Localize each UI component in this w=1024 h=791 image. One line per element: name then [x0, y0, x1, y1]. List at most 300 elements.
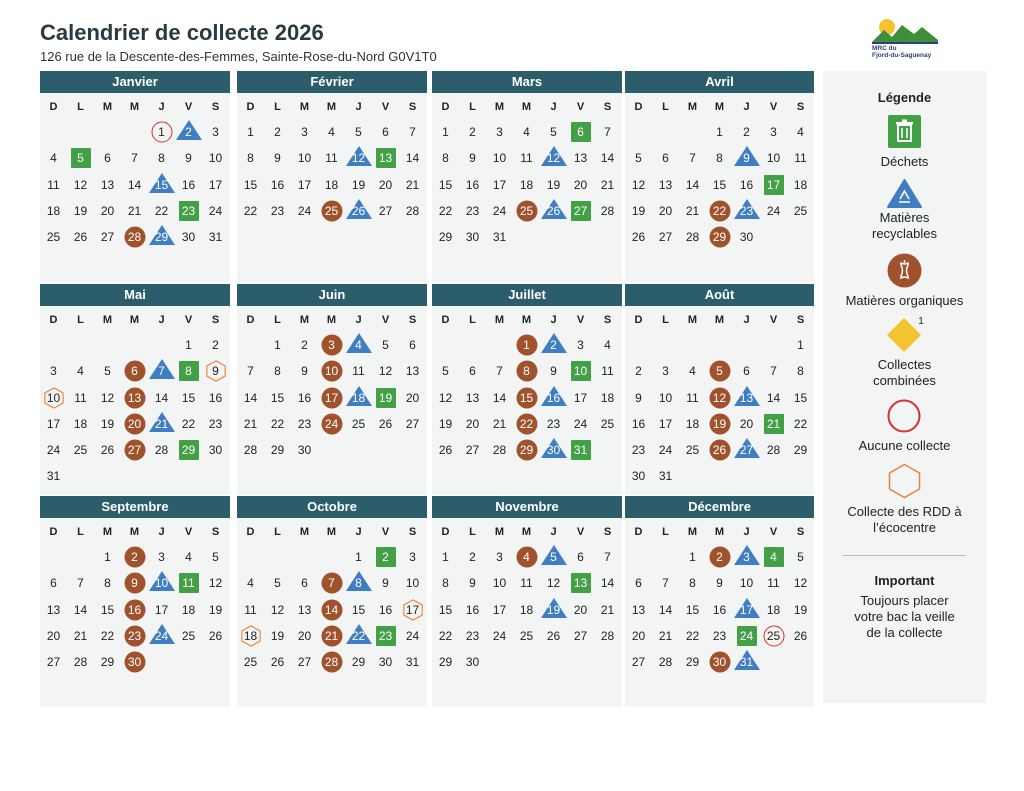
- day-cell: [625, 463, 652, 489]
- day-number: 20: [739, 416, 754, 431]
- day-cell: [706, 437, 733, 463]
- day-cell: [318, 172, 345, 198]
- week-row: [625, 437, 814, 463]
- month-3: [432, 71, 622, 282]
- day-number: 11: [182, 576, 195, 591]
- day-cell: [264, 649, 291, 675]
- empty-day: [540, 649, 567, 675]
- day-cell: [787, 544, 814, 570]
- day-number: 3: [662, 364, 669, 379]
- day-number: 10: [405, 576, 420, 591]
- important-note: [823, 593, 986, 641]
- day-cell: [318, 411, 345, 437]
- no-collection-icon: [887, 399, 921, 433]
- day-number: 15: [519, 390, 534, 405]
- day-cell: [486, 411, 513, 437]
- day-number: 28: [492, 443, 507, 458]
- day-number: 14: [73, 602, 88, 617]
- day-cell: [40, 385, 67, 411]
- day-number: 18: [600, 390, 615, 405]
- day-cell: [760, 119, 787, 145]
- day-number: 18: [243, 628, 258, 643]
- week-row: [432, 649, 622, 675]
- day-cell: [513, 172, 540, 198]
- day-number: 13: [100, 177, 115, 192]
- day-cell: [706, 544, 733, 570]
- day-number: 15: [243, 177, 258, 192]
- day-number: 6: [577, 550, 584, 564]
- day-cell: [291, 437, 318, 463]
- day-number: 6: [409, 338, 416, 352]
- day-cell: [787, 198, 814, 224]
- day-cell: [513, 198, 540, 224]
- day-number: 14: [685, 177, 700, 192]
- day-cell: [787, 172, 814, 198]
- day-number: 21: [600, 602, 615, 617]
- day-cell: [486, 570, 513, 596]
- weekday-label: V: [576, 101, 585, 113]
- day-number: 22: [154, 203, 169, 218]
- day-number: 12: [378, 364, 393, 379]
- day-cell: [540, 198, 567, 224]
- empty-day: [706, 463, 733, 489]
- day-cell: [372, 623, 399, 649]
- day-cell: [733, 544, 760, 570]
- day-cell: [318, 649, 345, 675]
- empty-day: [459, 332, 486, 358]
- empty-day: [237, 544, 264, 570]
- day-number: 25: [46, 230, 61, 245]
- day-number: 17: [154, 602, 169, 617]
- month-title: Juillet: [432, 284, 622, 306]
- month-10: [237, 496, 427, 707]
- day-cell: [787, 623, 814, 649]
- week-row: [40, 145, 230, 171]
- logo-text-line-2: Fjord-du-Saguenay: [872, 52, 932, 59]
- day-cell: [733, 358, 760, 384]
- day-cell: [679, 358, 706, 384]
- day-cell: [237, 597, 264, 623]
- week-row: [237, 649, 427, 675]
- day-cell: [40, 145, 67, 171]
- day-number: 4: [185, 550, 192, 564]
- day-number: 30: [297, 443, 312, 458]
- day-number: 5: [355, 125, 362, 139]
- weekday-label: M: [494, 101, 505, 113]
- day-cell: [67, 411, 94, 437]
- day-number: 29: [519, 443, 534, 458]
- day-number: 8: [523, 364, 530, 379]
- weekday-header: [40, 95, 230, 119]
- day-cell: [652, 411, 679, 437]
- day-number: 3: [496, 550, 503, 564]
- day-cell: [121, 198, 148, 224]
- weekday-label: V: [381, 314, 390, 326]
- weekday-label: S: [408, 526, 417, 538]
- week-row: [237, 597, 427, 623]
- weekday-label: V: [769, 526, 778, 538]
- day-number: 29: [181, 443, 196, 458]
- day-number: 13: [573, 576, 588, 591]
- week-row: [40, 385, 230, 411]
- day-number: 20: [573, 602, 588, 617]
- day-number: 23: [546, 416, 561, 431]
- day-cell: [486, 597, 513, 623]
- day-number: 12: [438, 390, 453, 405]
- day-cell: [202, 623, 229, 649]
- day-cell: [513, 385, 540, 411]
- empty-day: [679, 463, 706, 489]
- day-number: 21: [243, 416, 258, 431]
- legend-combinees-line-2: combinées: [873, 373, 936, 388]
- day-number: 19: [73, 203, 88, 218]
- weekday-label: L: [274, 526, 281, 538]
- day-number: 18: [685, 416, 700, 431]
- day-cell: [567, 385, 594, 411]
- day-number: 4: [247, 576, 254, 591]
- day-number: 26: [712, 443, 727, 458]
- day-cell: [432, 145, 459, 171]
- day-cell: [94, 198, 121, 224]
- day-number: 17: [658, 416, 673, 431]
- day-cell: [345, 358, 372, 384]
- day-number: 23: [297, 416, 312, 431]
- day-cell: [291, 623, 318, 649]
- weekday-label: M: [102, 526, 113, 538]
- day-number: 18: [766, 602, 781, 617]
- day-number: 15: [438, 602, 453, 617]
- logo-text: [872, 45, 931, 59]
- day-number: 6: [104, 151, 111, 166]
- empty-day: [540, 224, 567, 250]
- day-cell: [94, 358, 121, 384]
- day-number: 3: [577, 338, 584, 352]
- day-number: 22: [685, 628, 700, 643]
- day-number: 15: [181, 390, 196, 405]
- day-number: 8: [274, 364, 281, 379]
- day-number: 1: [104, 550, 111, 564]
- day-cell: [121, 597, 148, 623]
- day-number: 19: [270, 628, 285, 643]
- day-cell: [399, 198, 426, 224]
- week-row: [625, 332, 814, 358]
- day-number: 31: [208, 230, 223, 245]
- day-number: 22: [438, 628, 453, 643]
- day-cell: [291, 119, 318, 145]
- day-number: 3: [50, 364, 57, 379]
- day-number: 1: [716, 125, 723, 139]
- day-number: 20: [405, 390, 420, 405]
- day-cell: [318, 119, 345, 145]
- day-number: 27: [465, 443, 480, 458]
- day-cell: [264, 172, 291, 198]
- day-number: 3: [212, 125, 219, 139]
- empty-day: [121, 463, 148, 489]
- day-number: 17: [405, 602, 420, 617]
- day-cell: [318, 385, 345, 411]
- day-number: 27: [100, 230, 115, 245]
- day-cell: [652, 385, 679, 411]
- day-number: 25: [685, 443, 700, 458]
- day-cell: [372, 332, 399, 358]
- week-row: [432, 172, 622, 198]
- weekday-label: V: [184, 526, 193, 538]
- day-number: 3: [409, 550, 416, 564]
- day-number: 31: [492, 230, 507, 245]
- day-cell: [148, 198, 175, 224]
- day-number: 9: [212, 364, 219, 379]
- important-note-line-3: de la collecte: [866, 625, 943, 640]
- day-cell: [94, 411, 121, 437]
- empty-day: [94, 119, 121, 145]
- day-number: 1: [797, 338, 804, 352]
- empty-day: [67, 463, 94, 489]
- day-cell: [625, 358, 652, 384]
- week-row: [625, 411, 814, 437]
- day-cell: [652, 570, 679, 596]
- week-row: [237, 570, 427, 596]
- day-number: 29: [154, 230, 169, 245]
- day-number: 19: [351, 177, 366, 192]
- day-cell: [706, 224, 733, 250]
- day-cell: [652, 463, 679, 489]
- day-cell: [94, 570, 121, 596]
- day-number: 7: [770, 364, 777, 379]
- day-number: 26: [793, 628, 808, 643]
- day-cell: [432, 172, 459, 198]
- day-number: 27: [46, 655, 61, 670]
- day-number: 22: [181, 416, 196, 431]
- day-number: 13: [297, 602, 312, 617]
- weekday-label: S: [796, 314, 805, 326]
- weekday-label: M: [687, 101, 698, 113]
- day-cell: [67, 385, 94, 411]
- weekday-label: V: [381, 101, 390, 113]
- day-number: 22: [438, 203, 453, 218]
- day-number: 12: [100, 390, 115, 405]
- weekday-label: D: [246, 101, 255, 113]
- day-number: 27: [573, 628, 588, 643]
- day-cell: [40, 597, 67, 623]
- day-number: 21: [127, 203, 142, 218]
- day-number: 4: [523, 550, 530, 564]
- empty-day: [787, 224, 814, 250]
- day-cell: [733, 224, 760, 250]
- week-row: [237, 198, 427, 224]
- day-cell: [432, 649, 459, 675]
- day-cell: [372, 597, 399, 623]
- day-cell: [264, 332, 291, 358]
- legend-recyclables: [823, 210, 986, 242]
- day-number: 15: [438, 177, 453, 192]
- day-cell: [459, 544, 486, 570]
- day-number: 7: [689, 151, 696, 166]
- weekday-label: M: [299, 101, 310, 113]
- weekday-label: M: [714, 314, 725, 326]
- day-number: 26: [438, 443, 453, 458]
- day-cell: [706, 570, 733, 596]
- week-row: [432, 623, 622, 649]
- day-number: 23: [181, 203, 196, 218]
- weekday-header: [237, 520, 427, 544]
- month-9: [40, 496, 230, 707]
- day-cell: [202, 332, 229, 358]
- week-row: [237, 411, 427, 437]
- day-cell: [787, 411, 814, 437]
- day-cell: [594, 544, 621, 570]
- empty-day: [486, 332, 513, 358]
- day-number: 23: [378, 628, 393, 643]
- day-number: 28: [154, 443, 169, 458]
- week-row: [625, 145, 814, 171]
- empty-day: [175, 649, 202, 675]
- day-number: 19: [631, 203, 646, 218]
- day-number: 19: [712, 416, 727, 431]
- day-number: 8: [355, 576, 362, 591]
- weekday-label: M: [129, 526, 140, 538]
- week-row: [40, 437, 230, 463]
- week-row: [237, 385, 427, 411]
- day-cell: [513, 119, 540, 145]
- day-cell: [148, 119, 175, 145]
- weekday-header: [625, 520, 814, 544]
- day-cell: [67, 437, 94, 463]
- weekday-label: D: [246, 314, 255, 326]
- empty-day: [679, 332, 706, 358]
- day-cell: [148, 570, 175, 596]
- legend-recyclables-line-2: recyclables: [871, 226, 938, 241]
- day-cell: [787, 437, 814, 463]
- day-number: 13: [739, 390, 754, 405]
- weekday-label: V: [184, 314, 193, 326]
- day-cell: [760, 172, 787, 198]
- day-number: 8: [247, 151, 254, 166]
- week-row: [40, 332, 230, 358]
- day-cell: [40, 358, 67, 384]
- day-cell: [40, 172, 67, 198]
- empty-day: [760, 224, 787, 250]
- day-cell: [264, 570, 291, 596]
- weekday-header: [625, 308, 814, 332]
- weekday-header: [237, 95, 427, 119]
- day-cell: [679, 437, 706, 463]
- weekday-label: V: [381, 526, 390, 538]
- day-number: 2: [469, 550, 476, 564]
- day-number: 17: [46, 416, 61, 431]
- day-cell: [733, 198, 760, 224]
- weekday-label: M: [326, 101, 337, 113]
- day-cell: [432, 437, 459, 463]
- day-cell: [733, 649, 760, 675]
- day-number: 22: [270, 416, 285, 431]
- week-row: [432, 224, 622, 250]
- weekday-label: L: [662, 526, 669, 538]
- day-cell: [679, 597, 706, 623]
- day-number: 23: [270, 203, 285, 218]
- day-number: 5: [442, 364, 449, 379]
- day-number: 11: [325, 151, 338, 166]
- day-cell: [175, 119, 202, 145]
- weekday-label: V: [184, 101, 193, 113]
- day-cell: [175, 544, 202, 570]
- day-number: 12: [546, 576, 561, 591]
- weekday-label: D: [246, 526, 255, 538]
- weekday-label: L: [77, 314, 84, 326]
- day-number: 30: [181, 230, 196, 245]
- day-number: 16: [297, 390, 312, 405]
- day-number: 16: [378, 602, 393, 617]
- day-number: 25: [519, 628, 534, 643]
- day-cell: [760, 411, 787, 437]
- week-row: [40, 570, 230, 596]
- day-cell: [40, 437, 67, 463]
- day-number: 23: [465, 203, 480, 218]
- empty-day: [594, 649, 621, 675]
- day-number: 25: [600, 416, 615, 431]
- day-cell: [121, 385, 148, 411]
- weekday-header: [432, 95, 622, 119]
- day-number: 12: [546, 151, 561, 166]
- day-number: 15: [351, 602, 366, 617]
- day-cell: [175, 198, 202, 224]
- day-number: 5: [797, 550, 804, 564]
- day-number: 6: [469, 364, 476, 379]
- day-cell: [67, 358, 94, 384]
- day-cell: [94, 649, 121, 675]
- week-row: [432, 119, 622, 145]
- day-number: 16: [181, 177, 196, 192]
- day-number: 27: [631, 655, 646, 670]
- day-number: 21: [766, 416, 781, 431]
- day-number: 5: [77, 151, 84, 166]
- day-cell: [237, 437, 264, 463]
- day-number: 17: [324, 390, 339, 405]
- day-number: 26: [631, 230, 646, 245]
- day-cell: [567, 198, 594, 224]
- weekday-label: J: [743, 101, 750, 113]
- day-number: 21: [492, 416, 507, 431]
- empty-day: [40, 332, 67, 358]
- week-row: [432, 358, 622, 384]
- day-cell: [175, 437, 202, 463]
- empty-day: [148, 649, 175, 675]
- day-number: 7: [247, 364, 254, 379]
- weekday-label: L: [77, 526, 84, 538]
- day-cell: [432, 224, 459, 250]
- day-number: 1: [442, 550, 449, 564]
- day-number: 12: [712, 390, 727, 405]
- day-cell: [40, 570, 67, 596]
- day-number: 20: [378, 177, 393, 192]
- day-cell: [679, 385, 706, 411]
- day-cell: [459, 358, 486, 384]
- day-cell: [399, 649, 426, 675]
- day-cell: [679, 172, 706, 198]
- day-cell: [540, 437, 567, 463]
- day-cell: [652, 649, 679, 675]
- day-cell: [345, 411, 372, 437]
- month-6: [237, 284, 427, 495]
- day-cell: [486, 437, 513, 463]
- day-number: 4: [797, 125, 804, 139]
- weekday-label: D: [441, 101, 450, 113]
- weekday-label: L: [662, 314, 669, 326]
- empty-day: [67, 544, 94, 570]
- day-number: 12: [351, 151, 366, 166]
- week-row: [40, 411, 230, 437]
- day-cell: [237, 145, 264, 171]
- week-row: [237, 358, 427, 384]
